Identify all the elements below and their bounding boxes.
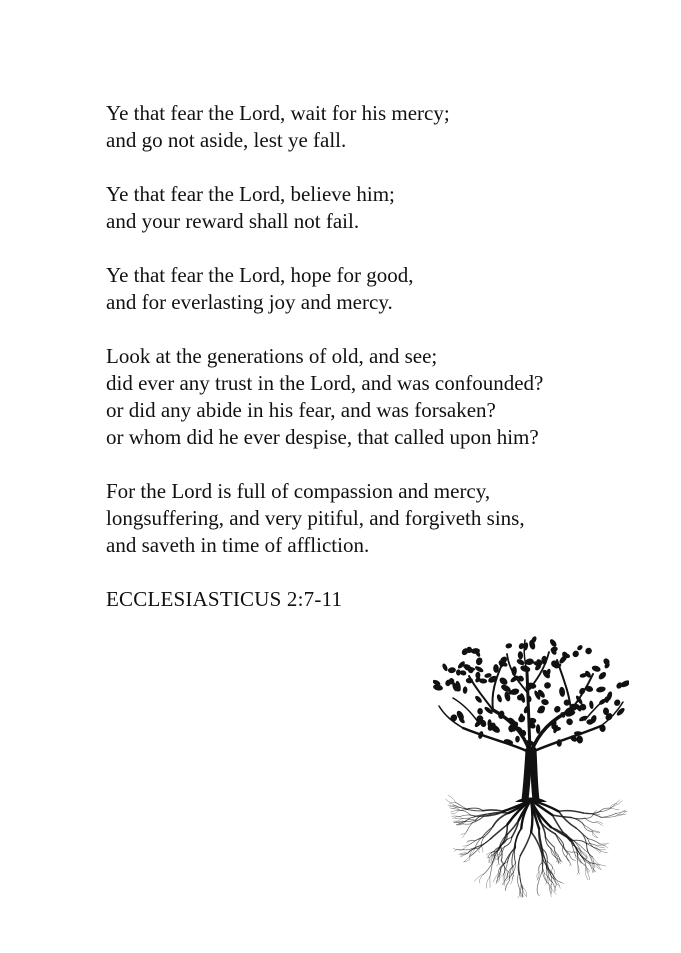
stanza-1 xyxy=(106,100,666,154)
verse-line: and saveth in time of affliction. xyxy=(106,533,370,557)
poem-text xyxy=(106,100,666,613)
stanza-3 xyxy=(106,262,666,316)
verse-line: and your reward shall not fail. xyxy=(106,209,360,233)
tree-of-life-icon xyxy=(433,632,629,904)
stanza-4 xyxy=(106,343,666,451)
stanza-2 xyxy=(106,181,666,235)
verse-line: Ye that fear the Lord, believe him; xyxy=(106,182,395,206)
verse-line: Ye that fear the Lord, hope for good, xyxy=(106,263,414,287)
verse-line: or did any abide in his fear, and was forsaken? xyxy=(106,398,496,422)
stanza-5 xyxy=(106,478,666,559)
verse-line: and go not aside, lest ye fall. xyxy=(106,128,347,152)
verse-line: and for everlasting joy and mercy. xyxy=(106,290,393,314)
scripture-reference: ECCLESIASTICUS 2:7-11 xyxy=(106,587,343,611)
verse-line: For the Lord is full of compassion and mercy, xyxy=(106,479,491,503)
verse-line: or whom did he ever despise, that called upon him? xyxy=(106,425,539,449)
verse-line: did ever any trust in the Lord, and was confounded? xyxy=(106,371,544,395)
verse-line: Look at the generations of old, and see; xyxy=(106,344,438,368)
verse-line: longsuffering, and very pitiful, and forgiveth sins, xyxy=(106,506,525,530)
verse-line: Ye that fear the Lord, wait for his mercy; xyxy=(106,101,450,125)
